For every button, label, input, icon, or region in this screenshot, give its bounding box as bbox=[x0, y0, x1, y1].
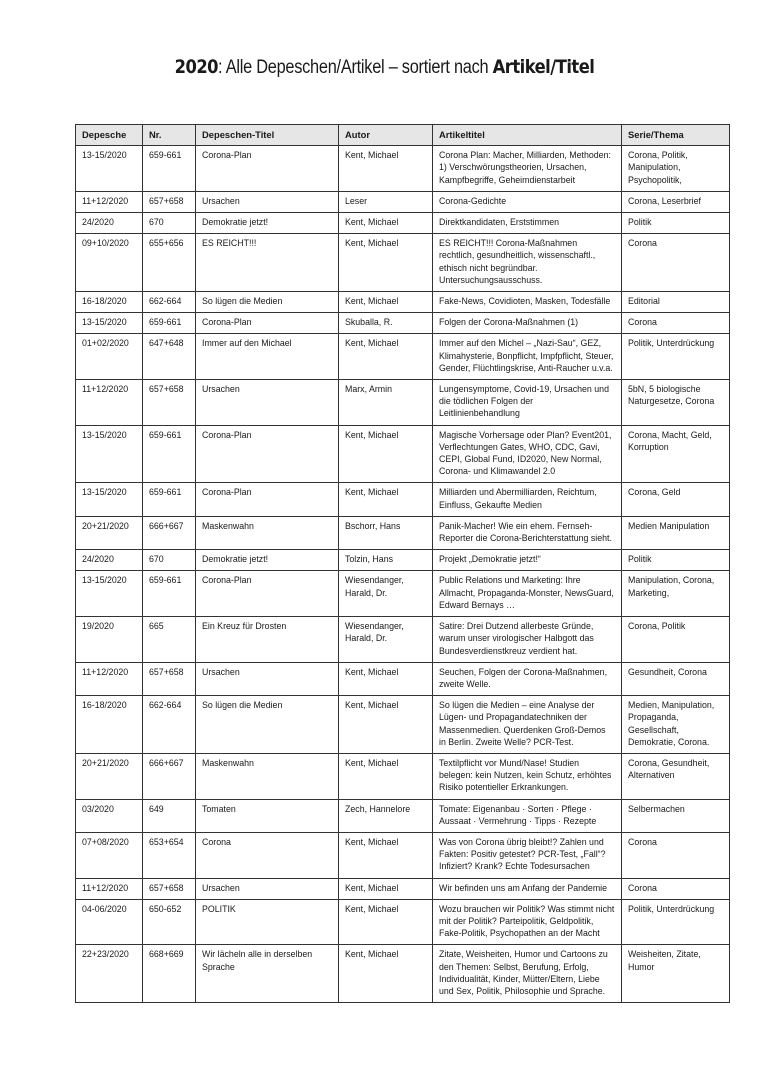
cell-serie-thema bbox=[622, 832, 730, 878]
cell-depesche bbox=[76, 753, 143, 799]
cell-nr-text: 662-664 bbox=[149, 699, 182, 711]
cell-depesche bbox=[76, 945, 143, 1003]
cell-autor bbox=[339, 146, 433, 192]
cell-artikeltitel-text: Corona Plan: Macher, Milliarden, Methoden: 1) Verschwörungstheorien, Ursachen, Kampfbegriffe, Geheimdienstarbeit bbox=[439, 149, 611, 185]
cell-artikeltitel-text: Folgen der Corona-Maßnahmen (1) bbox=[439, 316, 579, 328]
table-body bbox=[76, 146, 730, 1003]
cell-serie-thema bbox=[622, 292, 730, 313]
cell-artikeltitel bbox=[433, 617, 622, 663]
cell-autor-text: Skuballa, R. bbox=[345, 316, 393, 328]
cell-depesche-text: 11+12/2020 bbox=[82, 383, 129, 395]
table-header-row bbox=[76, 125, 730, 146]
cell-depesche bbox=[76, 516, 143, 549]
cell-serie-thema-text: Medien Manipulation bbox=[628, 519, 710, 531]
cell-serie-thema-text: Corona bbox=[628, 881, 657, 893]
cell-depesche-text: 11+12/2020 bbox=[82, 194, 129, 206]
cell-serie-thema-text: Corona bbox=[628, 237, 657, 249]
cell-depeschen-titel-text: Tomaten bbox=[202, 802, 236, 814]
cell-artikeltitel-text: Immer auf den Michel – „Nazi-Sau“, GEZ, Klimahysterie, Bonpflicht, Impfpflicht, Steuer, Gender, Flüchtlingskrise, Anti-Raucher u.v.a. bbox=[439, 337, 614, 373]
cell-serie-thema bbox=[622, 753, 730, 799]
cell-autor bbox=[339, 617, 433, 663]
table-row bbox=[76, 617, 730, 663]
cell-depeschen-titel bbox=[196, 696, 339, 754]
cell-artikeltitel bbox=[433, 696, 622, 754]
cell-depeschen-titel bbox=[196, 832, 339, 878]
cell-autor-text: Marx, Armin bbox=[345, 383, 393, 395]
cell-autor-text: Kent, Michael bbox=[345, 295, 399, 307]
cell-nr bbox=[143, 550, 196, 571]
cell-nr-text: 659-661 bbox=[149, 316, 182, 328]
cell-nr-text: 659-661 bbox=[149, 574, 182, 586]
cell-serie-thema-text: Politik, Unterdrückung bbox=[628, 337, 715, 349]
cell-nr bbox=[143, 945, 196, 1003]
cell-depeschen-titel-text: So lügen die Medien bbox=[202, 699, 283, 711]
header-autor: Autor bbox=[339, 125, 433, 146]
cell-serie-thema bbox=[622, 380, 730, 426]
cell-depesche-text: 13-15/2020 bbox=[82, 486, 127, 498]
cell-nr-text: 659-661 bbox=[149, 149, 182, 161]
cell-artikeltitel-text: ES REICHT!!! Corona-Maßnahmen rechtlich, gesundheitlich, wissenschaftl., ethisch nicht begründbar. Untersuchungsausschuss. bbox=[439, 237, 596, 285]
cell-serie-thema-text: Corona, Politik bbox=[628, 620, 686, 632]
table-row bbox=[76, 425, 730, 483]
cell-depesche bbox=[76, 213, 143, 234]
cell-autor bbox=[339, 213, 433, 234]
cell-autor bbox=[339, 380, 433, 426]
header-depesche: Depesche bbox=[76, 125, 143, 146]
table-row bbox=[76, 146, 730, 192]
cell-serie-thema bbox=[622, 213, 730, 234]
cell-artikeltitel bbox=[433, 334, 622, 380]
table-row bbox=[76, 945, 730, 1003]
cell-nr bbox=[143, 380, 196, 426]
cell-depeschen-titel-text: Ursachen bbox=[202, 665, 240, 677]
cell-artikeltitel bbox=[433, 662, 622, 695]
cell-depesche-text: 20+21/2020 bbox=[82, 519, 129, 531]
cell-serie-thema bbox=[622, 146, 730, 192]
cell-autor bbox=[339, 753, 433, 799]
cell-nr-text: 670 bbox=[149, 216, 164, 228]
cell-autor-text: Kent, Michael bbox=[345, 902, 399, 914]
cell-depesche-text: 13-15/2020 bbox=[82, 316, 127, 328]
cell-serie-thema bbox=[622, 617, 730, 663]
cell-autor bbox=[339, 899, 433, 945]
cell-depeschen-titel-text: Corona-Plan bbox=[202, 574, 252, 586]
table-row bbox=[76, 899, 730, 945]
cell-serie-thema-text: Politik, Unterdrückung bbox=[628, 902, 715, 914]
cell-depeschen-titel-text: POLITIK bbox=[202, 902, 236, 914]
header-artikeltitel: Artikeltitel bbox=[433, 125, 622, 146]
cell-autor bbox=[339, 516, 433, 549]
cell-nr-text: 650-652 bbox=[149, 902, 182, 914]
cell-depeschen-titel bbox=[196, 234, 339, 292]
cell-nr-text: 653+654 bbox=[149, 835, 184, 847]
cell-depeschen-titel-text: Demokratie jetzt! bbox=[202, 553, 269, 565]
cell-autor-text: Tolzin, Hans bbox=[345, 553, 393, 565]
cell-autor bbox=[339, 313, 433, 334]
cell-depeschen-titel-text: Ein Kreuz für Drosten bbox=[202, 620, 287, 632]
cell-artikeltitel-text: Tomate: Eigenanbau · Sorten · Pflege · Aussaat · Vermehrung · Tipps · Rezepte bbox=[439, 802, 597, 826]
cell-depesche-text: 03/2020 bbox=[82, 802, 114, 814]
cell-artikeltitel-text: Lungensymptome, Covid-19, Ursachen und die tödlichen Folgen der Leitlinienbehandlung bbox=[439, 383, 609, 419]
cell-depeschen-titel-text: Ursachen bbox=[202, 383, 240, 395]
cell-autor bbox=[339, 234, 433, 292]
cell-serie-thema-text: Politik bbox=[628, 553, 652, 565]
cell-autor bbox=[339, 425, 433, 483]
cell-depesche bbox=[76, 878, 143, 899]
cell-autor-text: Wiesendanger, Harald, Dr. bbox=[345, 620, 404, 644]
cell-artikeltitel-text: Wozu brauchen wir Politik? Was stimmt nicht mit der Politik? Parteipolitik, Geldpolitik, Fake-Politik, Psychopathen an der Macht bbox=[439, 902, 615, 939]
cell-nr-text: 666+667 bbox=[149, 756, 184, 768]
cell-nr bbox=[143, 696, 196, 754]
cell-nr-text: 657+658 bbox=[149, 194, 184, 206]
table-row bbox=[76, 334, 730, 380]
cell-autor bbox=[339, 571, 433, 617]
cell-autor-text: Kent, Michael bbox=[345, 756, 399, 768]
cell-serie-thema-text: Editorial bbox=[628, 295, 660, 307]
cell-artikeltitel bbox=[433, 550, 622, 571]
articles-table bbox=[75, 124, 730, 1003]
cell-artikeltitel bbox=[433, 234, 622, 292]
cell-nr bbox=[143, 425, 196, 483]
cell-nr bbox=[143, 334, 196, 380]
cell-artikeltitel bbox=[433, 483, 622, 516]
cell-serie-thema-text: Weisheiten, Zitate, Humor bbox=[628, 948, 701, 972]
cell-artikeltitel bbox=[433, 799, 622, 832]
cell-artikeltitel-text: Projekt „Demokratie jetzt!“ bbox=[439, 553, 541, 565]
cell-depeschen-titel bbox=[196, 380, 339, 426]
cell-autor bbox=[339, 945, 433, 1003]
cell-serie-thema bbox=[622, 334, 730, 380]
cell-serie-thema-text: Corona, Politik, Manipulation, Psychopolitik, bbox=[628, 149, 688, 185]
cell-depesche bbox=[76, 696, 143, 754]
cell-artikeltitel bbox=[433, 191, 622, 212]
cell-autor-text: Bschorr, Hans bbox=[345, 519, 401, 531]
cell-artikeltitel-text: Wir befinden uns am Anfang der Pandemie bbox=[439, 881, 608, 893]
cell-depesche bbox=[76, 313, 143, 334]
cell-depeschen-titel bbox=[196, 899, 339, 945]
cell-depeschen-titel-text: Ursachen bbox=[202, 881, 240, 893]
table-row bbox=[76, 234, 730, 292]
cell-autor-text: Kent, Michael bbox=[345, 699, 399, 711]
cell-serie-thema bbox=[622, 662, 730, 695]
cell-artikeltitel-text: Public Relations und Marketing: Ihre Allmacht, Propaganda-Monster, NewsGuard, Edward Bernays … bbox=[439, 574, 614, 610]
cell-serie-thema bbox=[622, 799, 730, 832]
cell-nr bbox=[143, 146, 196, 192]
cell-autor bbox=[339, 662, 433, 695]
cell-nr-text: 666+667 bbox=[149, 519, 184, 531]
cell-depesche bbox=[76, 146, 143, 192]
header-nr: Nr. bbox=[143, 125, 196, 146]
cell-depesche-text: 16-18/2020 bbox=[82, 699, 127, 711]
cell-nr-text: 657+658 bbox=[149, 881, 184, 893]
header-depeschen-titel: Depeschen-Titel bbox=[196, 125, 339, 146]
table-row bbox=[76, 213, 730, 234]
cell-serie-thema-text: Politik bbox=[628, 216, 652, 228]
cell-depesche-text: 13-15/2020 bbox=[82, 149, 127, 161]
cell-autor-text: Kent, Michael bbox=[345, 337, 399, 349]
cell-serie-thema bbox=[622, 516, 730, 549]
cell-serie-thema-text: Corona, Gesundheit, Alternativen bbox=[628, 756, 710, 781]
cell-nr bbox=[143, 213, 196, 234]
cell-serie-thema-text: Selbermachen bbox=[628, 802, 685, 814]
cell-depesche bbox=[76, 234, 143, 292]
cell-depesche bbox=[76, 571, 143, 617]
cell-depesche bbox=[76, 483, 143, 516]
cell-serie-thema bbox=[622, 191, 730, 212]
cell-autor-text: Kent, Michael bbox=[345, 237, 399, 249]
cell-nr bbox=[143, 753, 196, 799]
table-row bbox=[76, 292, 730, 313]
cell-depeschen-titel-text: Corona bbox=[202, 835, 231, 847]
cell-nr bbox=[143, 516, 196, 549]
cell-depeschen-titel bbox=[196, 146, 339, 192]
cell-artikeltitel-text: Satire: Drei Dutzend allerbeste Gründe, warum unser virologischer Halbgott das Bundesverdienstkreuz verdient hat. bbox=[439, 620, 594, 656]
table-row bbox=[76, 516, 730, 549]
cell-depesche-text: 04-06/2020 bbox=[82, 902, 127, 914]
cell-serie-thema-text: Corona bbox=[628, 835, 657, 847]
cell-nr bbox=[143, 292, 196, 313]
cell-depeschen-titel-text: So lügen die Medien bbox=[202, 295, 283, 307]
cell-autor bbox=[339, 334, 433, 380]
cell-depesche-text: 13-15/2020 bbox=[82, 574, 127, 586]
table-row bbox=[76, 380, 730, 426]
cell-depesche bbox=[76, 425, 143, 483]
cell-nr-text: 657+658 bbox=[149, 383, 184, 395]
cell-nr bbox=[143, 617, 196, 663]
cell-depeschen-titel bbox=[196, 571, 339, 617]
cell-nr-text: 665 bbox=[149, 620, 164, 632]
cell-autor-text: Kent, Michael bbox=[345, 428, 399, 440]
cell-serie-thema bbox=[622, 425, 730, 483]
cell-nr bbox=[143, 571, 196, 617]
cell-autor bbox=[339, 799, 433, 832]
cell-nr-text: 647+648 bbox=[149, 337, 184, 349]
table-row bbox=[76, 832, 730, 878]
cell-depeschen-titel-text: Corona-Plan bbox=[202, 428, 252, 440]
cell-depesche-text: 11+12/2020 bbox=[82, 665, 129, 677]
cell-serie-thema-text: Medien, Manipulation, Propaganda, Gesellschaft, Demokratie, Corona. bbox=[628, 699, 715, 747]
cell-serie-thema-text: Corona, Geld bbox=[628, 486, 681, 498]
cell-autor-text: Zech, Hannelore bbox=[345, 802, 411, 814]
cell-depeschen-titel-text: Demokratie jetzt! bbox=[202, 216, 269, 228]
cell-artikeltitel-text: Seuchen, Folgen der Corona-Maßnahmen, zweite Welle. bbox=[439, 665, 608, 689]
table-row bbox=[76, 799, 730, 832]
cell-artikeltitel bbox=[433, 899, 622, 945]
cell-nr-text: 659-661 bbox=[149, 428, 182, 440]
cell-depesche-text: 22+23/2020 bbox=[82, 948, 129, 960]
cell-artikeltitel bbox=[433, 425, 622, 483]
cell-depesche-text: 19/2020 bbox=[82, 620, 114, 632]
cell-serie-thema bbox=[622, 234, 730, 292]
cell-autor bbox=[339, 191, 433, 212]
cell-nr-text: 655+656 bbox=[149, 237, 184, 249]
cell-serie-thema bbox=[622, 696, 730, 754]
cell-autor-text: Leser bbox=[345, 194, 368, 206]
cell-nr bbox=[143, 313, 196, 334]
cell-artikeltitel-text: Magische Vorhersage oder Plan? Event201, Verflechtungen Gates, WHO, CDC, Gavi, CEPI, Global Fund, ID2020, New Normal, Corona- und Klimawandel 2.0 bbox=[439, 428, 612, 477]
cell-depesche-text: 24/2020 bbox=[82, 553, 114, 565]
cell-serie-thema-text: Corona bbox=[628, 316, 657, 328]
cell-depeschen-titel-text: Immer auf den Michael bbox=[202, 337, 292, 349]
cell-depeschen-titel bbox=[196, 425, 339, 483]
cell-depesche bbox=[76, 617, 143, 663]
table-row bbox=[76, 483, 730, 516]
cell-nr bbox=[143, 191, 196, 212]
cell-depesche bbox=[76, 334, 143, 380]
cell-depeschen-titel bbox=[196, 516, 339, 549]
cell-depesche bbox=[76, 899, 143, 945]
table-row bbox=[76, 571, 730, 617]
cell-depeschen-titel bbox=[196, 945, 339, 1003]
cell-serie-thema bbox=[622, 550, 730, 571]
cell-autor-text: Kent, Michael bbox=[345, 881, 399, 893]
table-row bbox=[76, 550, 730, 571]
cell-artikeltitel bbox=[433, 213, 622, 234]
cell-serie-thema bbox=[622, 945, 730, 1003]
cell-depesche-text: 24/2020 bbox=[82, 216, 114, 228]
cell-depeschen-titel bbox=[196, 799, 339, 832]
cell-depesche-text: 07+08/2020 bbox=[82, 835, 129, 847]
cell-artikeltitel-text: Corona-Gedichte bbox=[439, 194, 507, 206]
cell-autor-text: Kent, Michael bbox=[345, 149, 399, 161]
cell-artikeltitel-text: So lügen die Medien – eine Analyse der Lügen- und Propagandatechniken der Massenmedien. Querdenken Groß-Demos in Berlin. Zweite Welle? PCR-Test. bbox=[439, 699, 606, 747]
page-title bbox=[54, 56, 715, 79]
table-row bbox=[76, 662, 730, 695]
cell-depeschen-titel-text: ES REICHT!!! bbox=[202, 237, 257, 249]
cell-artikeltitel-text: Zitate, Weisheiten, Humor und Cartoons zu den Themen: Selbst, Berufung, Erfolg, Individualität, Kinder, Mütter/Eltern, Liebe und Sex, Politik, Philosophie und Sprache. bbox=[439, 948, 608, 996]
title-sort-key: Artikel/Titel bbox=[492, 56, 595, 78]
table-row bbox=[76, 878, 730, 899]
cell-depesche bbox=[76, 550, 143, 571]
cell-autor-text: Kent, Michael bbox=[345, 216, 399, 228]
cell-nr bbox=[143, 799, 196, 832]
cell-nr bbox=[143, 832, 196, 878]
table-row bbox=[76, 696, 730, 754]
cell-depesche-text: 11+12/2020 bbox=[82, 881, 129, 893]
cell-serie-thema-text: 5bN, 5 biologische Naturgesetze, Corona bbox=[628, 383, 715, 407]
cell-serie-thema bbox=[622, 313, 730, 334]
cell-autor-text: Wiesendanger, Harald, Dr. bbox=[345, 574, 404, 598]
cell-serie-thema bbox=[622, 878, 730, 899]
cell-artikeltitel bbox=[433, 313, 622, 334]
cell-autor-text: Kent, Michael bbox=[345, 486, 399, 498]
cell-nr-text: 657+658 bbox=[149, 665, 184, 677]
cell-artikeltitel-text: Was von Corona übrig bleibt!? Zahlen und Fakten: Positiv getestet? PCR-Test, „Fall“? Infiziert? Krank? Echte Todesursachen bbox=[439, 835, 606, 872]
cell-autor bbox=[339, 550, 433, 571]
cell-artikeltitel bbox=[433, 380, 622, 426]
cell-depeschen-titel-text: Corona-Plan bbox=[202, 316, 252, 328]
table-row bbox=[76, 313, 730, 334]
cell-serie-thema bbox=[622, 571, 730, 617]
title-year: 2020 bbox=[174, 56, 219, 78]
cell-serie-thema-text: Gesundheit, Corona bbox=[628, 665, 707, 677]
cell-depesche-text: 01+02/2020 bbox=[82, 337, 129, 349]
cell-depeschen-titel-text: Maskenwahn bbox=[202, 756, 254, 768]
cell-nr-text: 668+669 bbox=[149, 948, 184, 960]
cell-depeschen-titel-text: Ursachen bbox=[202, 194, 240, 206]
cell-depeschen-titel-text: Corona-Plan bbox=[202, 149, 252, 161]
cell-artikeltitel bbox=[433, 945, 622, 1003]
cell-artikeltitel-text: Milliarden und Abermilliarden, Reichtum, Einfluss, Gekaufte Medien bbox=[439, 486, 597, 510]
cell-serie-thema-text: Manipulation, Corona, Marketing, bbox=[628, 574, 715, 598]
cell-depeschen-titel bbox=[196, 334, 339, 380]
cell-depeschen-titel-text: Maskenwahn bbox=[202, 519, 254, 531]
cell-depesche bbox=[76, 799, 143, 832]
cell-depesche-text: 16-18/2020 bbox=[82, 295, 127, 307]
table-row bbox=[76, 753, 730, 799]
cell-depesche bbox=[76, 662, 143, 695]
cell-artikeltitel bbox=[433, 516, 622, 549]
cell-artikeltitel bbox=[433, 832, 622, 878]
cell-depeschen-titel-text: Wir lächeln alle in derselben Sprache bbox=[202, 948, 313, 972]
cell-nr bbox=[143, 234, 196, 292]
cell-autor bbox=[339, 878, 433, 899]
cell-serie-thema-text: Corona, Leserbrief bbox=[628, 194, 701, 206]
cell-depeschen-titel bbox=[196, 191, 339, 212]
cell-depeschen-titel bbox=[196, 292, 339, 313]
cell-nr bbox=[143, 899, 196, 945]
cell-depeschen-titel-text: Corona-Plan bbox=[202, 486, 252, 498]
cell-autor bbox=[339, 696, 433, 754]
cell-autor-text: Kent, Michael bbox=[345, 665, 399, 677]
cell-depesche-text: 13-15/2020 bbox=[82, 428, 127, 440]
cell-autor bbox=[339, 832, 433, 878]
cell-depesche bbox=[76, 292, 143, 313]
cell-artikeltitel-text: Direktkandidaten, Erststimmen bbox=[439, 216, 559, 228]
cell-nr-text: 670 bbox=[149, 553, 164, 565]
cell-nr-text: 649 bbox=[149, 802, 164, 814]
cell-depesche-text: 09+10/2020 bbox=[82, 237, 129, 249]
cell-nr bbox=[143, 483, 196, 516]
cell-autor bbox=[339, 483, 433, 516]
cell-depeschen-titel bbox=[196, 878, 339, 899]
cell-nr bbox=[143, 878, 196, 899]
cell-depesche bbox=[76, 191, 143, 212]
cell-serie-thema bbox=[622, 483, 730, 516]
cell-depeschen-titel bbox=[196, 753, 339, 799]
title-text: : Alle Depeschen/Artikel – sortiert nach bbox=[218, 57, 493, 78]
cell-artikeltitel-text: Panik-Macher! Wie ein ehem. Fernseh-Reporter die Corona-Berichterstattung sieht. bbox=[439, 519, 612, 544]
cell-serie-thema-text: Corona, Macht, Geld, Korruption bbox=[628, 428, 712, 452]
cell-depeschen-titel bbox=[196, 483, 339, 516]
header-serie-thema: Serie/Thema bbox=[622, 125, 730, 146]
cell-nr bbox=[143, 662, 196, 695]
cell-depeschen-titel bbox=[196, 617, 339, 663]
cell-artikeltitel bbox=[433, 753, 622, 799]
cell-depesche bbox=[76, 380, 143, 426]
cell-artikeltitel-text: Fake-News, Covidioten, Masken, Todesfälle bbox=[439, 295, 611, 307]
cell-nr-text: 659-661 bbox=[149, 486, 182, 498]
cell-artikeltitel bbox=[433, 146, 622, 192]
cell-autor bbox=[339, 292, 433, 313]
cell-autor-text: Kent, Michael bbox=[345, 948, 399, 960]
cell-autor-text: Kent, Michael bbox=[345, 835, 399, 847]
cell-depeschen-titel bbox=[196, 662, 339, 695]
cell-artikeltitel bbox=[433, 878, 622, 899]
cell-depesche bbox=[76, 832, 143, 878]
cell-artikeltitel-text: Textilpflicht vor Mund/Nase! Studien belegen: kein Nutzen, kein Schutz, erhöhtes Risiko potentieller Erkrankungen. bbox=[439, 756, 612, 793]
cell-depesche-text: 20+21/2020 bbox=[82, 756, 129, 768]
cell-depeschen-titel bbox=[196, 550, 339, 571]
cell-depeschen-titel bbox=[196, 213, 339, 234]
cell-artikeltitel bbox=[433, 292, 622, 313]
cell-artikeltitel bbox=[433, 571, 622, 617]
cell-serie-thema bbox=[622, 899, 730, 945]
cell-depeschen-titel bbox=[196, 313, 339, 334]
cell-nr-text: 662-664 bbox=[149, 295, 182, 307]
table-row bbox=[76, 191, 730, 212]
